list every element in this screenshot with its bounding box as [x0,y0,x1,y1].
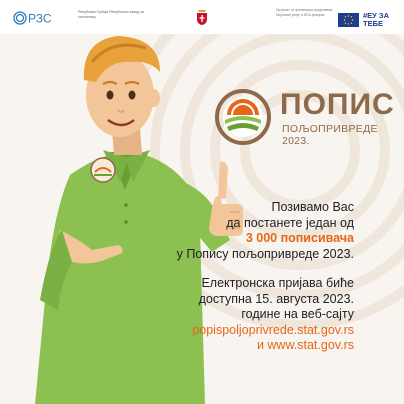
shirt-badge [91,158,115,182]
message-line: да постанете један од [226,215,354,230]
stat-website-link[interactable]: и www.stat.gov.rs [256,338,354,352]
census-emblem-icon [214,88,272,146]
message-line: Позивамо Вас [271,200,354,214]
census-title: ПОПИС [280,88,395,121]
census-website-link[interactable]: popispoljoprivrede.stat.gov.rs [192,322,354,337]
message-line: Електронска пријава биће [201,276,354,290]
invitation-text [154,200,354,354]
eu-motto: #ЕУ ЗА ТЕБЕ [363,11,390,28]
enumerator-count: 3 000 пописивача [245,231,354,245]
rzs-logo-text: РЗС [28,11,52,26]
head [84,36,160,155]
ipa-caption: Пројекат се финансира средствима Европске уније и ИПА фондом [276,8,333,17]
message-line: доступна 15. августа 2023. [198,291,354,306]
rzs-caption: Република Србија Републички завод за статистику [78,10,144,19]
message-line: у Попису пољопривреде 2023. [176,246,354,261]
message-line: године на веб-сајту [241,307,354,321]
census-subtitle: ПОЉОПРИВРЕДЕ 2023. [282,123,378,147]
